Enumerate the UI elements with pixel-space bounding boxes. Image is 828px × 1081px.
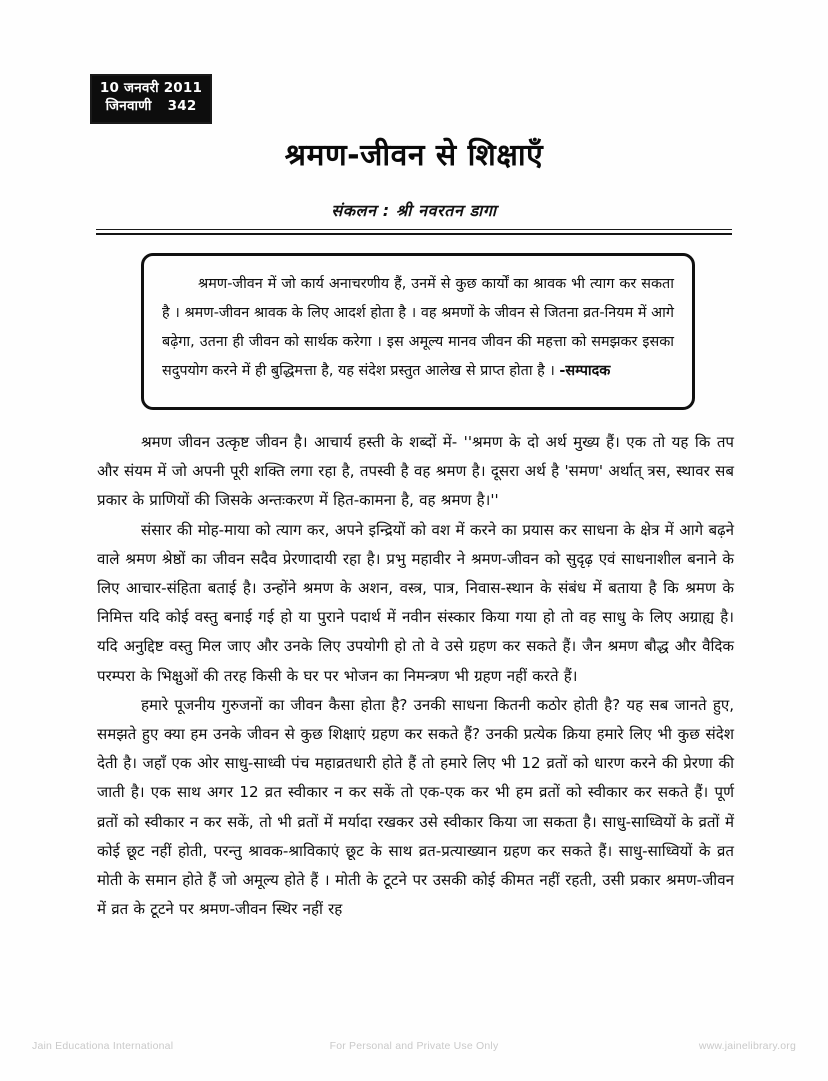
divider-line-bottom (96, 233, 732, 235)
masthead-journal-line (106, 98, 197, 116)
body-paragraph-3: हमारे पूजनीय गुरुजनों का जीवन कैसा होता है? उनकी साधना कितनी कठोर होती है? यह सब जानते हुए, समझते हुए क्या हम उनके जीवन से कुछ शिक्षाएं ग्रहण कर सकते हैं? उनकी प्रत्येक क्रिया हमारे लिए भी कुछ संदेश देती है। जहाँ एक ओर साधु-साध्वी पंच महाव्रतधारी होते हैं तो हमारे लिए भी 12 व्रतों को धारण करने की प्रेरणा की जाती है। एक साथ अगर 12 व्रत स्वीकार न कर सकें तो एक-एक कर भी हम व्रतों को स्वीकार कर सकते हैं। पूर्ण व्रतों को स्वीकार न कर सकें, तो भी व्रतों में मर्यादा रखकर उसे स्वीकार किया जा सकता है। साधु-साध्वियों के व्रतों में कोई छूट नहीं होती, परन्तु श्रावक-श्राविकाएं छूट के साथ व्रत-प्रत्याख्यान ग्रहण कर सकते हैं। साधु-साध्वियों के व्रत मोती के समान होते हैं जो अमूल्य होते हैं । मोती के टूटने पर उसकी कोई कीमत नहीं रहती, उसी प्रकार श्रमण-जीवन में व्रत के टूटने पर श्रमण-जीवन स्थिर नहीं रह (97, 695, 734, 919)
masthead-page-number: 342 (167, 98, 197, 114)
article-title: श्रमण-जीवन से शिक्षाएँ (284, 138, 544, 173)
body-paragraph-2: संसार की मोह-माया को त्याग कर, अपने इन्द्रियों को वश में करने का प्रयास कर साधना के क्षेत्र में आगे बढ़ने वाले श्रमण श्रेष्ठों का जीवन सदैव प्रेरणादायी रहा है। प्रभु महावीर ने श्रमण-जीवन को सुदृढ़ एवं साधनाशील बनाने के लिए आचार-संहिता बताई है। उन्होंने श्रमण के अशन, वस्त्र, पात्र, निवास-स्थान के संबंध में बताया है कि श्रमण के निमित्त यदि कोई वस्तु बनाई गई हो या पुराने पदार्थ में नवीन संस्कार किया गया हो तो वह साधु के लिए अग्राह्य है। यदि अनुद्दिष्ट वस्तु मिल जाए और उनके लिए उपयोगी हो तो वे उसे ग्रहण कर सकते हैं। जैन श्रमण बौद्ध और वैदिक परम्परा के भिक्षुओं की तरह किसी के घर पर भोजन का निमन्त्रण भी ग्रहण नहीं करते हैं। (97, 520, 734, 685)
abstract-paragraph (162, 270, 674, 386)
masthead-box (90, 74, 212, 124)
masthead-journal-name: जिनवाणी (105, 98, 152, 114)
abstract-signature: -सम्पादक (559, 363, 611, 379)
body-paragraph-1: श्रमण जीवन उत्कृष्ट जीवन है। आचार्य हस्ती के शब्दों में- ''श्रमण के दो अर्थ मुख्य हैं। एक तो यह कि तप और संयम में जो अपनी पूरी शक्ति लगा रहा है, तपस्वी है वह श्रमण है। दूसरा अर्थ है 'समण' अर्थात् त्रस, स्थावर सब प्रकार के प्राणियों की जिसके अन्तःकरण में हित-कामना है, वह श्रमण है।'' (97, 433, 734, 510)
body-column (97, 428, 734, 924)
header-divider (96, 229, 732, 235)
page-footer (32, 1040, 796, 1052)
footer-center-text: For Personal and Private Use Only (329, 1040, 499, 1052)
abstract-text: श्रमण-जीवन में जो कार्य अनाचरणीय हैं, उनमें से कुछ कार्यों का श्रावक भी त्याग कर सकता है । श्रमण-जीवन श्रावक के लिए आदर्श होता है । वह श्रमणों के जीवन से जितना व्रत-नियम में आगे बढ़ेगा, उतना ही जीवन को सार्थक करेगा । इस अमूल्य मानव जीवन की महत्ता को समझकर इसका सदुपयोग करने में ही बुद्धिमत्ता है, यह संदेश प्रस्तुत आलेख से प्राप्त होता है । (162, 276, 674, 379)
masthead-date: 10 जनवरी 2011 (99, 80, 203, 97)
footer-right-link: www.jainelibrary.org (698, 1040, 796, 1052)
abstract-box (141, 253, 695, 410)
article-byline: संकलन : श्री नवरतन डागा (331, 201, 497, 220)
footer-left-text: Jain Educationa International (32, 1040, 174, 1052)
